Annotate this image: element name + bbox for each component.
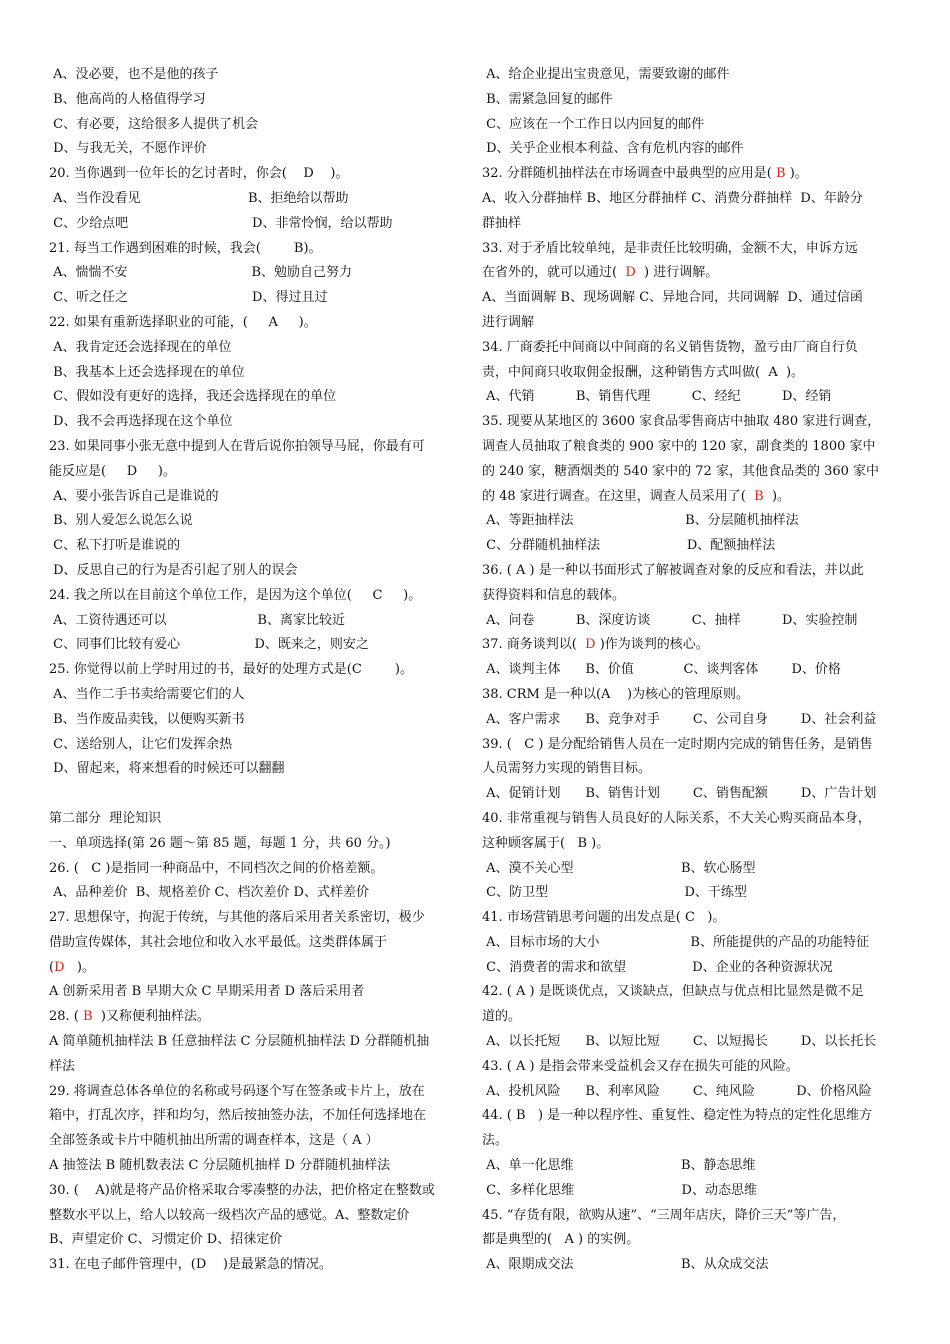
text-line: 群抽样 (482, 215, 522, 231)
text-line: 30. ( A)就是将产品价格采取合零凑整的办法，把价格定在整数或 (49, 1182, 435, 1198)
text-line: C、消费者的需求和欲望 D、企业的各种资源状况 (482, 959, 833, 975)
text-line: 27. 思想保守，拘泥于传统，与其他的落后采用者关系密切，极少 (49, 910, 425, 926)
text-line: A、品种差价 B、规格差价 C、档次差价 D、式样差价 (49, 885, 369, 901)
text-line (482, 485, 907, 510)
text-line (49, 1005, 469, 1030)
text-line: 24. 我之所以在目前这个单位工作，是因为这个单位( C )。 (49, 587, 422, 603)
text-line: A、漠不关心型 B、软心肠型 (482, 860, 756, 876)
text-line: 41. 市场营销思考问题的出发点是( C )。 (482, 910, 726, 926)
text-line: A、工资待遇还可以 B、离家比较近 (49, 612, 345, 628)
text-line: 23. 如果同事小张无意中提到人在背后说你拍领导马屁，你最有可 (49, 438, 425, 454)
text-line (482, 261, 907, 286)
text-line: A、问卷 B、深度访谈 C、抽样 D、实验控制 (482, 612, 858, 628)
line-fragment: ( (49, 959, 55, 975)
text-line: 22. 如果有重新选择职业的可能，( A )。 (49, 314, 317, 330)
text-line: 20. 当你遇到一位年长的乞讨者时，你会( D )。 (49, 166, 349, 182)
line-fragment: ) 进行调解。 (635, 265, 719, 281)
line-fragment: 28. ( (49, 1009, 84, 1025)
text-line: C、防卫型 D、干练型 (482, 885, 747, 901)
text-line: 调查人员抽取了粮食类的 900 家中的 120 家，副食类的 1800 家中 (482, 438, 876, 454)
text-line: 的 240 家，糖酒烟类的 540 家中的 72 家，其他食品类的 360 家中 (482, 463, 880, 479)
text-line (49, 782, 469, 807)
text-line: 人员需努力实现的销售目标。 (482, 761, 652, 777)
text-line: A、以长托短 B、以短比短 C、以短揭长 D、以长托长 (482, 1034, 877, 1050)
text-line: A、单一化思维 B、静态思维 (482, 1158, 756, 1174)
text-line: 这种顾客属于( B )。 (482, 835, 610, 851)
text-line: 道的。 (482, 1009, 522, 1025)
text-line: A、投机风险 B、利率风险 C、纯风险 D、价格风险 (482, 1083, 872, 1099)
text-line: A、惴惴不安 B、勉励自己努力 (49, 265, 353, 281)
text-line: D、留起来，将来想看的时候还可以翻翻 (49, 761, 285, 777)
text-line: D、关乎企业根本利益、含有危机内容的邮件 (482, 141, 744, 157)
text-line: A、我肯定还会选择现在的单位 (49, 339, 232, 355)
text-line: 都是典型的( A ) 的实例。 (482, 1232, 640, 1248)
text-line: A、谈判主体 B、价值 C、谈判客体 D、价格 (482, 662, 841, 678)
text-line: 36. ( A ) 是一种以书面形式了解被调查对象的反应和看法，并以此 (482, 562, 864, 578)
text-line: 33. 对于矛盾比较单纯，是非责任比较明确，金额不大，申诉方远 (482, 240, 858, 256)
text-line: D、与我无关，不愿作评价 (49, 141, 207, 157)
text-line: B、我基本上还会选择现在的单位 (49, 364, 245, 380)
text-line: C、应该在一个工作日以内回复的邮件 (482, 116, 705, 132)
text-line (482, 162, 907, 187)
text-line: D、反思自己的行为是否引起了别人的误会 (49, 562, 298, 578)
text-line: A、没必要，也不是他的孩子 (49, 67, 219, 82)
line-fragment: )又称便利抽样法。 (92, 1009, 210, 1025)
text-line: C、分群随机抽样法 D、配额抽样法 (482, 538, 776, 554)
text-line: A、当作二手书卖给需要它们的人 (49, 686, 245, 702)
line-fragment: )作为谈判的核心。 (595, 637, 709, 653)
text-line: 35. 现要从某地区的 3600 家食品零售商店中抽取 480 家进行调查， (482, 414, 881, 430)
text-line: 42. ( A ) 是既谈优点，又谈缺点，但缺点与优点相比显然是微不足 (482, 984, 864, 1000)
text-line: C、送给别人，让它们发挥余热 (49, 736, 233, 752)
text-line: 44. ( B ) 是一种以程序性、重复性、稳定性为特点的定性化思维方 (482, 1108, 873, 1124)
text-line: 能反应是( D )。 (49, 463, 176, 479)
text-line: 38. CRM 是一种以(A )为核心的管理原则。 (482, 686, 750, 702)
left-column (49, 63, 469, 1278)
text-line (49, 956, 469, 981)
text-line: A、限期成交法 B、从众成交法 (482, 1257, 769, 1273)
text-line (482, 633, 907, 658)
answer-mark: B (771, 166, 790, 182)
text-line: C、假如没有更好的选择，我还会选择现在的单位 (49, 389, 337, 405)
text-line: A、代销 B、销售代理 C、经纪 D、经销 (482, 389, 832, 405)
text-line: C、听之任之 D、得过且过 (49, 290, 328, 306)
text-line: A、目标市场的大小 B、所能提供的产品的功能特征 (482, 934, 869, 950)
text-line: 34. 厂商委托中间商以中间商的名义销售货物，盈亏由厂商自行负 (482, 339, 858, 355)
text-line: 借助宣传媒体，其社会地位和收入水平最低。这类群体属于 (49, 934, 388, 950)
text-line: 获得资料和信息的载体。 (482, 587, 626, 603)
text-line: 31. 在电子邮件管理中，(D )是最紧急的情况。 (49, 1257, 332, 1273)
line-fragment: )。 (789, 166, 808, 182)
text-line: 25. 你觉得以前上学时用过的书，最好的处理方式是(C )。 (49, 662, 413, 678)
text-line: B、他高尚的人格值得学习 (49, 91, 206, 107)
text-line: B、别人爱怎么说怎么说 (49, 513, 193, 529)
text-line: C、同事们比较有爱心 D、既来之，则安之 (49, 637, 369, 653)
answer-mark: D (54, 959, 65, 975)
line-fragment: )。 (64, 959, 95, 975)
text-line: 法。 (482, 1133, 509, 1149)
text-line: 整数水平以上，给人以较高一级档次产品的感觉。A、整数定价 (49, 1207, 410, 1223)
text-line: A、给企业提出宝贵意见，需要致谢的邮件 (482, 67, 730, 82)
text-line: A、等距抽样法 B、分层随机抽样法 (482, 513, 799, 529)
text-line: A、当作没看见 B、拒绝给以帮助 (49, 190, 349, 206)
right-column (482, 63, 907, 1278)
text-line: A、客户需求 B、竞争对手 C、公司自身 D、社会利益 (482, 711, 877, 727)
text-line: 29. 将调查总体各单位的名称或号码逐个写在签条或卡片上，放在 (49, 1083, 425, 1099)
text-line: A、当面调解 B、现场调解 C、异地合同，共同调解 D、通过信函 (482, 290, 863, 306)
answer-mark: D (585, 637, 596, 653)
text-line: 26. ( C )是指同一种商品中，不同档次之间的价格差额。 (49, 860, 384, 876)
text-line: C、有必要，这给很多人提供了机会 (49, 116, 259, 132)
text-line: B、需紧急回复的邮件 (482, 91, 613, 107)
text-line: A、收入分群抽样 B、地区分群抽样 C、消费分群抽样 D、年龄分 (482, 190, 863, 206)
answer-mark: D (625, 265, 636, 281)
text-line: 全部签条或卡片中随机抽出所需的调查样本，这是（ A ） (49, 1133, 379, 1149)
line-fragment: )。 (763, 488, 791, 504)
text-line: 一、单项选择(第 26 题～第 85 题，每题 1 分，共 60 分。) (49, 835, 391, 851)
text-line: 43. ( A ) 是指会带来受益机会又存在损失可能的风险。 (482, 1058, 799, 1074)
answer-mark: B (83, 1009, 93, 1025)
text-line: 40. 非常重视与销售人员良好的人际关系，不大关心购买商品本身， (482, 810, 871, 826)
text-line: A、要小张告诉自己是谁说的 (49, 488, 219, 504)
text-line: A 抽签法 B 随机数表法 C 分层随机抽样 D 分群随机抽样法 (49, 1158, 391, 1174)
text-line: 样法 (49, 1058, 76, 1074)
text-line: D、我不会再选择现在这个单位 (49, 414, 233, 430)
text-line: 箱中，打乱次序，拌和均匀，然后按抽签办法，不加任何选择地在 (49, 1108, 427, 1124)
text-line: A 创新采用者 B 早期大众 C 早期采用者 D 落后采用者 (49, 984, 365, 1000)
text-line: 第二部分 理论知识 (49, 810, 162, 826)
text-line: A 简单随机抽样法 B 任意抽样法 C 分层随机抽样法 D 分群随机抽 (49, 1034, 430, 1050)
line-fragment: 在省外的，就可以通过( (482, 265, 626, 281)
text-line: B、声望定价 C、习惯定价 D、招徕定价 (49, 1232, 283, 1248)
text-line: 21. 每当工作遇到困难的时候，我会( B)。 (49, 240, 322, 256)
line-fragment: 32. 分群随机抽样法在市场调查中最典型的应用是( (482, 166, 772, 182)
line-fragment: 37. 商务谈判以( (482, 637, 586, 653)
text-line: C、少给点吧 D、非常怜悯，给以帮助 (49, 215, 393, 231)
text-line: 39. ( C ) 是分配给销售人员在一定时期内完成的销售任务，是销售 (482, 736, 873, 752)
text-line: C、私下打听是谁说的 (49, 538, 181, 554)
text-line: C、多样化思维 D、动态思维 (482, 1182, 757, 1198)
text-line: 进行调解 (482, 314, 535, 330)
answer-mark: B (754, 488, 764, 504)
text-line: B、当作废品卖钱，以便购买新书 (49, 711, 245, 727)
text-line: A、促销计划 B、销售计划 C、销售配额 D、广告计划 (482, 786, 877, 802)
text-line: 45. “存货有限，欲购从速”、“三周年店庆，降价三天”等广告， (482, 1207, 846, 1223)
text-line: 责，中间商只收取佣金报酬，这种销售方式叫做( A )。 (482, 364, 805, 380)
line-fragment: 的 48 家进行调查。在这里，调查人员采用了( (482, 488, 755, 504)
